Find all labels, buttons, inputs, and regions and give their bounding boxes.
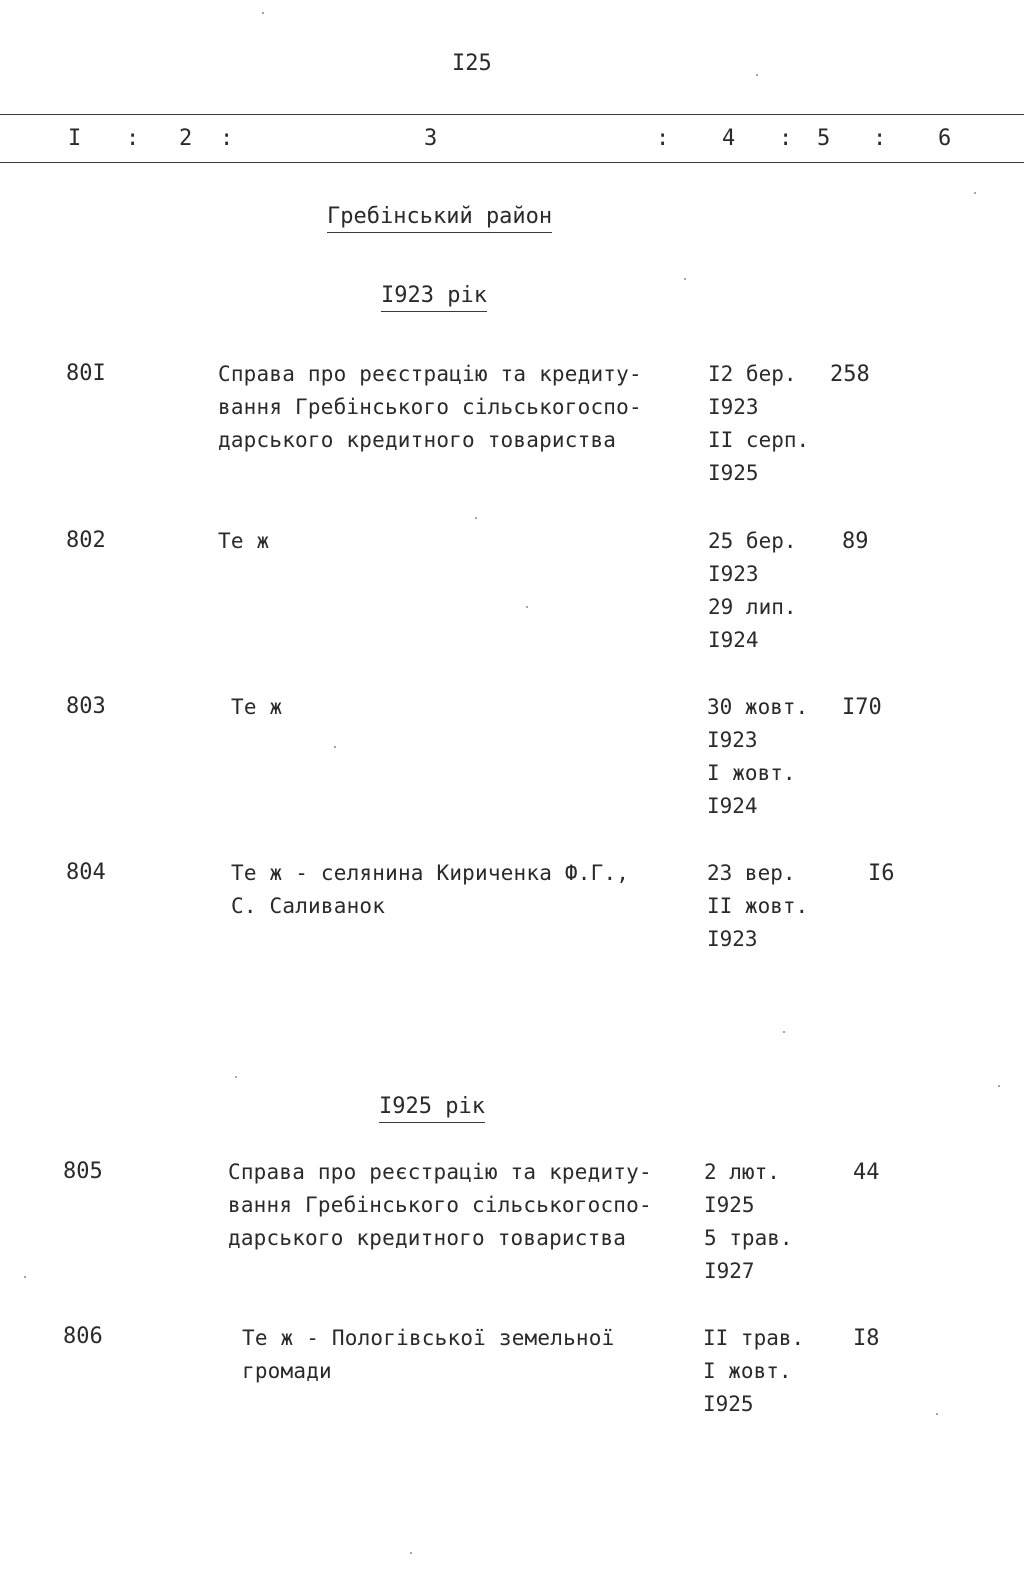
entry-description-line: Справа про реєстрацію та кредиту- [228, 1160, 652, 1184]
entry-date-line: I923 [708, 562, 759, 586]
entry-sheet-count: 258 [830, 362, 870, 387]
entry-date-line: 5 трав. [704, 1226, 793, 1250]
scan-speck [783, 1031, 785, 1033]
header-rule-bottom [0, 162, 1024, 163]
entry-sheet-count: I70 [842, 695, 882, 720]
scan-speck [475, 517, 477, 519]
entry-date-line: I жовт. [703, 1359, 792, 1383]
entry-date-line: I жовт. [707, 761, 796, 785]
entry-sheet-count: 89 [842, 529, 869, 554]
entry-date-line: I923 [707, 728, 758, 752]
scan-speck [24, 1276, 26, 1278]
scan-speck [756, 74, 758, 76]
page-number: I25 [452, 51, 492, 76]
column-header-1: I [68, 126, 82, 151]
scan-speck [262, 12, 264, 14]
column-header-5: 5 [817, 126, 831, 151]
entry-number: 80I [66, 361, 106, 386]
entry-description-line: Те ж - селянина Кириченка Ф.Г., [231, 861, 630, 885]
entry-date-line: II серп. [708, 428, 810, 452]
entry-date-line: I923 [708, 395, 759, 419]
entry-description-line: дарського кредитного товариства [218, 428, 617, 452]
entry-date-line: 2 лют. [704, 1160, 780, 1184]
entry-date-line: I2 бер. [708, 362, 797, 386]
entry-date-line: 30 жовт. [707, 695, 809, 719]
scan-speck [998, 1085, 1000, 1087]
scan-speck [936, 1413, 938, 1415]
entry-number: 805 [63, 1159, 103, 1184]
entry-description-line: Справа про реєстрацію та кредиту- [218, 362, 642, 386]
column-separator: : [779, 126, 793, 151]
entry-date-line: II трав. [703, 1326, 805, 1350]
entry-date-line: I925 [703, 1392, 754, 1416]
entry-date-line: I923 [707, 927, 758, 951]
entry-description-line: С. Саливанок [231, 894, 386, 918]
entry-number: 803 [66, 694, 106, 719]
entry-date-line: II жовт. [707, 894, 809, 918]
entry-description-line: Те ж [218, 529, 270, 553]
entry-date-line: 23 вер. [707, 861, 796, 885]
entry-date-line: I924 [707, 794, 758, 818]
entry-description-line: вання Гребінського сільськогоспо- [228, 1193, 652, 1217]
column-header-4: 4 [722, 126, 736, 151]
entry-description-line: Те ж - Пологівської земельної [242, 1326, 615, 1350]
entry-date-line: I925 [704, 1193, 755, 1217]
scan-speck [334, 746, 336, 748]
column-separator: : [220, 126, 234, 151]
entry-description-line: вання Гребінського сільськогоспо- [218, 395, 642, 419]
entry-number: 802 [66, 528, 106, 553]
entry-description-line: Те ж [231, 695, 283, 719]
column-header-6: 6 [938, 126, 952, 151]
district-heading: Гребінський район [327, 206, 552, 233]
column-separator: : [873, 126, 887, 151]
column-header-2: 2 [179, 126, 193, 151]
entry-sheet-count: I6 [868, 861, 895, 886]
scan-speck [235, 1076, 237, 1078]
scan-speck [684, 278, 686, 280]
entry-sheet-count: I8 [853, 1326, 880, 1351]
header-rule-top [0, 114, 1024, 115]
scan-speck [974, 192, 976, 194]
entry-number: 806 [63, 1324, 103, 1349]
column-header-3: 3 [424, 126, 438, 151]
entry-number: 804 [66, 860, 106, 885]
entry-date-line: I924 [708, 628, 759, 652]
scan-speck [526, 606, 528, 608]
entry-date-line: 25 бер. [708, 529, 797, 553]
entry-description-line: дарського кредитного товариства [228, 1226, 627, 1250]
entry-date-line: I925 [708, 461, 759, 485]
entry-description-line: громади [242, 1359, 332, 1383]
year-heading: I923 рік [381, 285, 487, 312]
column-separator: : [656, 126, 670, 151]
scan-speck [410, 1552, 412, 1554]
entry-sheet-count: 44 [853, 1160, 880, 1185]
entry-date-line: I927 [704, 1259, 755, 1283]
column-separator: : [126, 126, 140, 151]
year-heading: I925 рік [379, 1096, 485, 1123]
entry-date-line: 29 лип. [708, 595, 797, 619]
